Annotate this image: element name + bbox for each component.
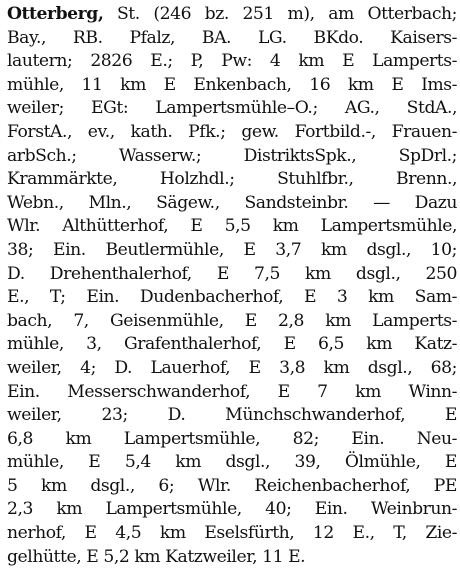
entry-line: weiler, 4; D. Lauerhof, E 3,8 km dsgl., 68; (7, 357, 457, 378)
entry-line: ForstA., ev., kath. Pfk.; gew. Fortbild.-, Frauen- (7, 121, 457, 142)
entry-line: 5 km dsgl., 6; Wlr. Reichenbacherhof, PE (7, 475, 457, 496)
entry-line: nerhof, E 4,5 km Eselsfürth, 12 E., T, Zie- (7, 523, 457, 544)
entry-line: 38; Ein. Beutlermühle, E 3,7 km dsgl., 10; (7, 239, 457, 260)
entry-line: lautern; 2826 E.; P, Pw: 4 km E Lamperts- (7, 51, 457, 72)
gazetteer-entry (7, 3, 457, 569)
entry-line (7, 3, 457, 27)
entry-line: 6,8 km Lampertsmühle, 82; Ein. Neu- (7, 428, 457, 449)
entry-line: Bay., RB. Pfalz, BA. LG. BKdo. Kaisers- (7, 27, 457, 48)
entry-line: arbSch.; Wasserw.; DistriktsSpk., SpDrl.; (7, 145, 457, 166)
entry-line: Ein. Messerschwanderhof, E 7 km Winn- (7, 381, 457, 402)
entry-headword: Otterberg, (7, 4, 104, 24)
entry-line: D. Drehenthalerhof, E 7,5 km dsgl., 250 (7, 263, 457, 284)
entry-line: E., T; Ein. Dudenbacherhof, E 3 km Sam- (7, 287, 457, 308)
entry-line-text: St. (246 bz. 251 m), am Otterbach; (103, 4, 457, 24)
entry-line: weiler, 23; D. Münchschwanderhof, E (7, 405, 457, 426)
entry-line: mühle, 11 km E Enkenbach, 16 km E Ims- (7, 74, 457, 95)
entry-line: Webn., Mln., Sägew., Sandsteinbr. — Dazu (7, 192, 457, 213)
entry-line: mühle, E 5,4 km dsgl., 39, Ölmühle, E (7, 452, 457, 473)
entry-line: Wlr. Althütterhof, E 5,5 km Lampertsmühle, (7, 216, 457, 237)
entry-line: mühle, 3, Grafenthalerhof, E 6,5 km Katz- (7, 334, 457, 355)
entry-line: weiler; EGt: Lampertsmühle–O.; AG., StdA., (7, 98, 457, 119)
entry-line: Krammärkte, Holzhdl.; Stuhlfbr., Brenn., (7, 169, 457, 190)
entry-line: bach, 7, Geisenmühle, E 2,8 km Lamperts- (7, 310, 457, 331)
entry-line: 2,3 km Lampertsmühle, 40; Ein. Weinbrun- (7, 499, 457, 520)
entry-line: gelhütte, E 5,2 km Katzweiler, 11 E. (7, 546, 306, 567)
